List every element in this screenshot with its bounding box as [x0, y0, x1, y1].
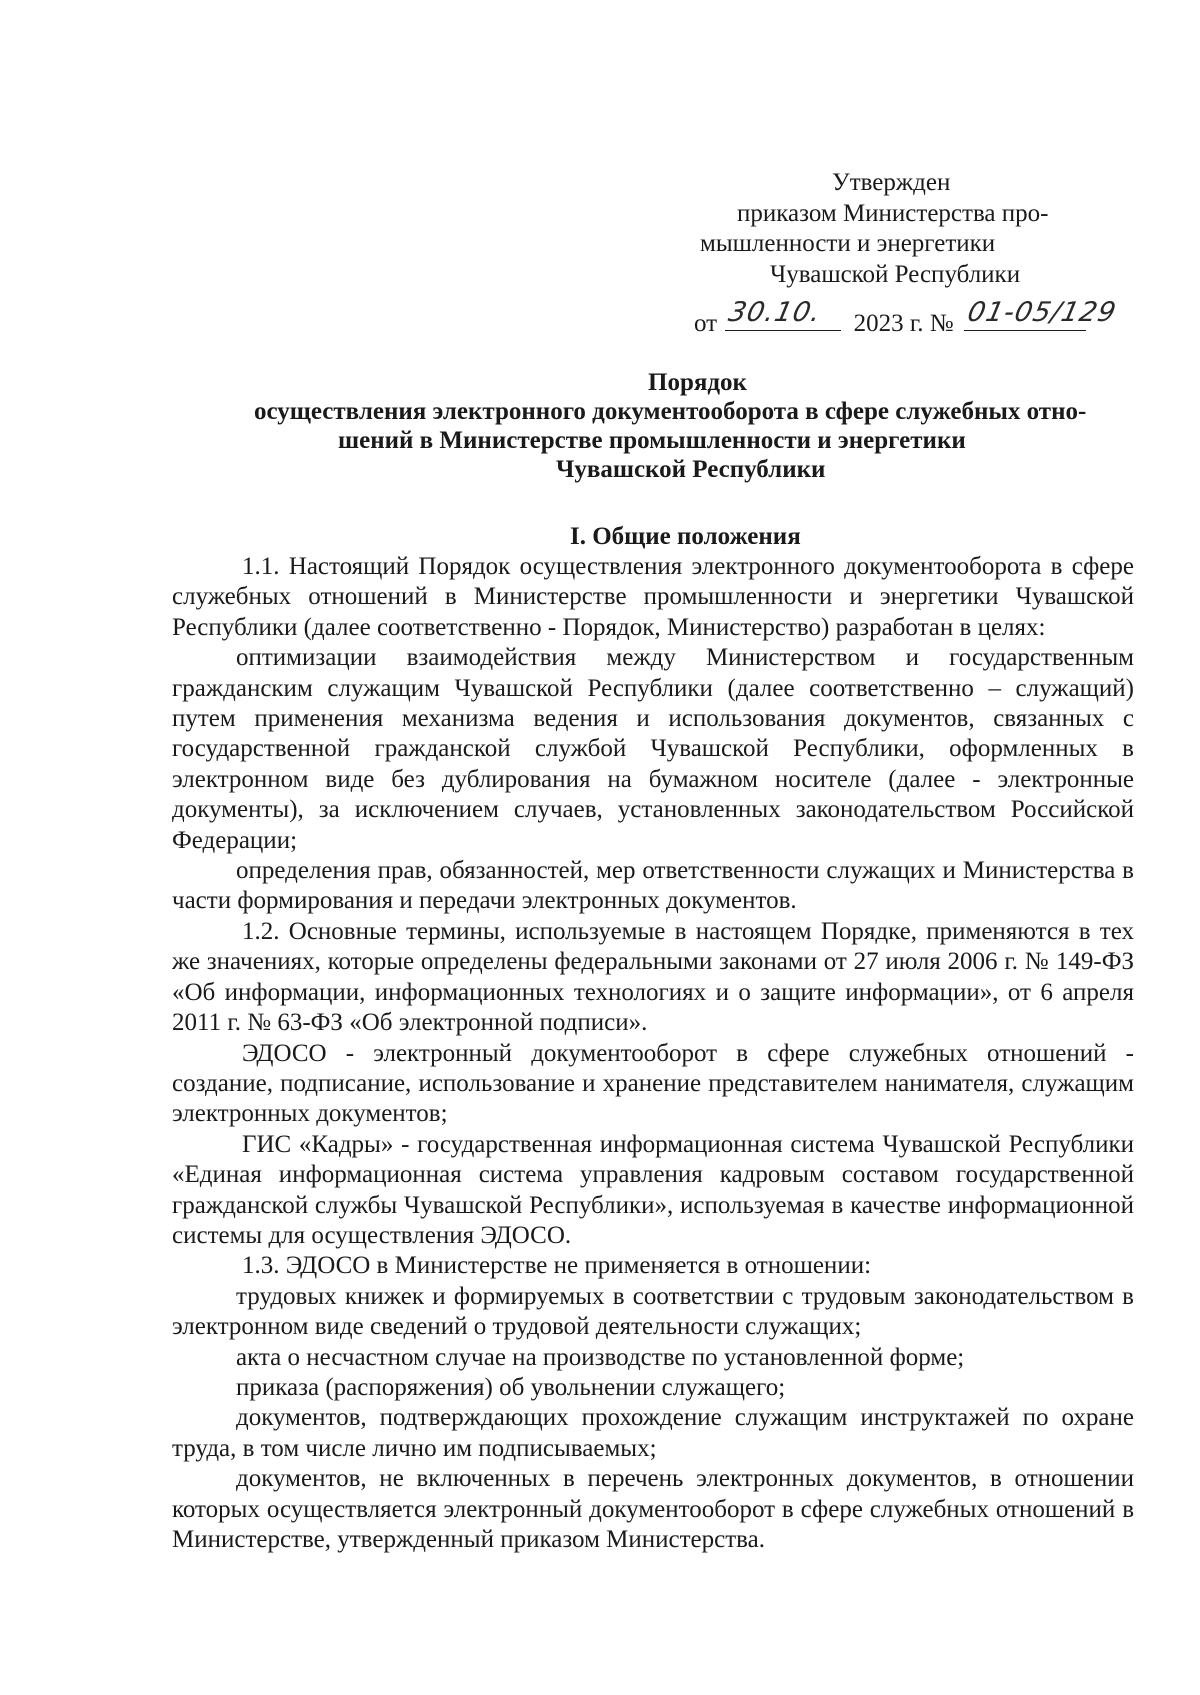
- document-body: [172, 552, 1134, 1555]
- paragraph: оптимизации взаимодействия между Министерством и государственным гражданским служащим Чувашской Республики (далее соответственно – служащий) путем применения механизма ведения и использования документов, связанных с государственной гражданской службой Чувашской Республики, оформленных в электронном виде без дублирования на бумажном носителе (далее - электронные документы), за исключением случаев, установленных законодательством Российской Федерации;: [172, 644, 1134, 854]
- date-prefix: от: [694, 310, 718, 337]
- paragraph: 1.3. ЭДОСО в Министерстве не применяется в отношении:: [242, 1252, 872, 1280]
- title-line-3: шений в Министерстве промышленности и энергетики: [338, 427, 966, 454]
- handwritten-date: 30.10.: [726, 297, 825, 328]
- paragraph: ЭДОСО - электронный документооборот в сфере служебных отношений - создание, подписание, использование и хранение представителем нанимателя, служащим электронных документов;: [172, 1039, 1134, 1128]
- handwritten-number: 01-05/129: [964, 297, 1120, 328]
- approval-date-line: [694, 297, 1120, 338]
- paragraph: трудовых книжек и формируемых в соответствии с трудовым законодательством в электронном виде сведений о трудовой деятельности служащих;: [172, 1282, 1134, 1341]
- title-line-4: Чувашской Республики: [556, 456, 826, 483]
- section-heading: I. Общие положения: [570, 523, 801, 550]
- approval-line-1: Утвержден: [832, 169, 951, 196]
- approval-line-2: приказом Министерства про-: [737, 199, 1049, 227]
- paragraph: документов, не включенных в перечень электронных документов, в отношении которых осуществляется электронный документооборот в сфере служебных отношений в Министерстве, утвержденный приказом Министерства.: [172, 1465, 1134, 1553]
- number-blank: [964, 297, 1120, 331]
- approval-line-4: Чувашской Республики: [770, 260, 1021, 288]
- approval-line-3: мышленности и энергетики: [700, 230, 996, 257]
- year-label: 2023 г. №: [853, 310, 954, 337]
- paragraph: 1.2. Основные термины, используемые в настоящем Порядке, применяются в тех же значениях, которые определены федеральными законами от 27 июля 2006 г. № 149-ФЗ «Об информации, информационных технологиях и о защите информации», от 6 апреля 2011 г. № 63-ФЗ «Об электронной подписи».: [172, 917, 1134, 1037]
- paragraph: определения прав, обязанностей, мер ответственности служащих и Министерства в части формирования и передачи электронных документов.: [172, 857, 1134, 915]
- date-blank: [725, 297, 841, 331]
- title-line-1: Порядок: [648, 369, 747, 396]
- title-line-2: осуществления электронного документооборота в сфере служебных отно-: [254, 398, 1087, 425]
- paragraph: документов, подтверждающих прохождение служащим инструктажей по охране труда, в том числе лично им подписываемых;: [172, 1404, 1134, 1462]
- paragraph: акта о несчастном случае на производстве по установленной форме;: [236, 1343, 965, 1371]
- approval-block: [690, 168, 1110, 290]
- paragraph: ГИС «Кадры» - государственная информационная система Чувашской Республики «Единая информационная система управления кадровым составом государственной гражданской службы Чувашской Республики», используемая в качестве информационной системы для осуществления ЭДОСО.: [172, 1130, 1134, 1249]
- paragraph: 1.1. Настоящий Порядок осуществления электронного документооборота в сфере служебных отношений в Министерстве промышленности и энергетики Чувашской Республики (далее соответственно - Порядок, Министерство) разработан в целях:: [172, 553, 1134, 641]
- document-title: [160, 368, 1087, 484]
- paragraph: приказа (распоряжения) об увольнении служащего;: [236, 1373, 786, 1401]
